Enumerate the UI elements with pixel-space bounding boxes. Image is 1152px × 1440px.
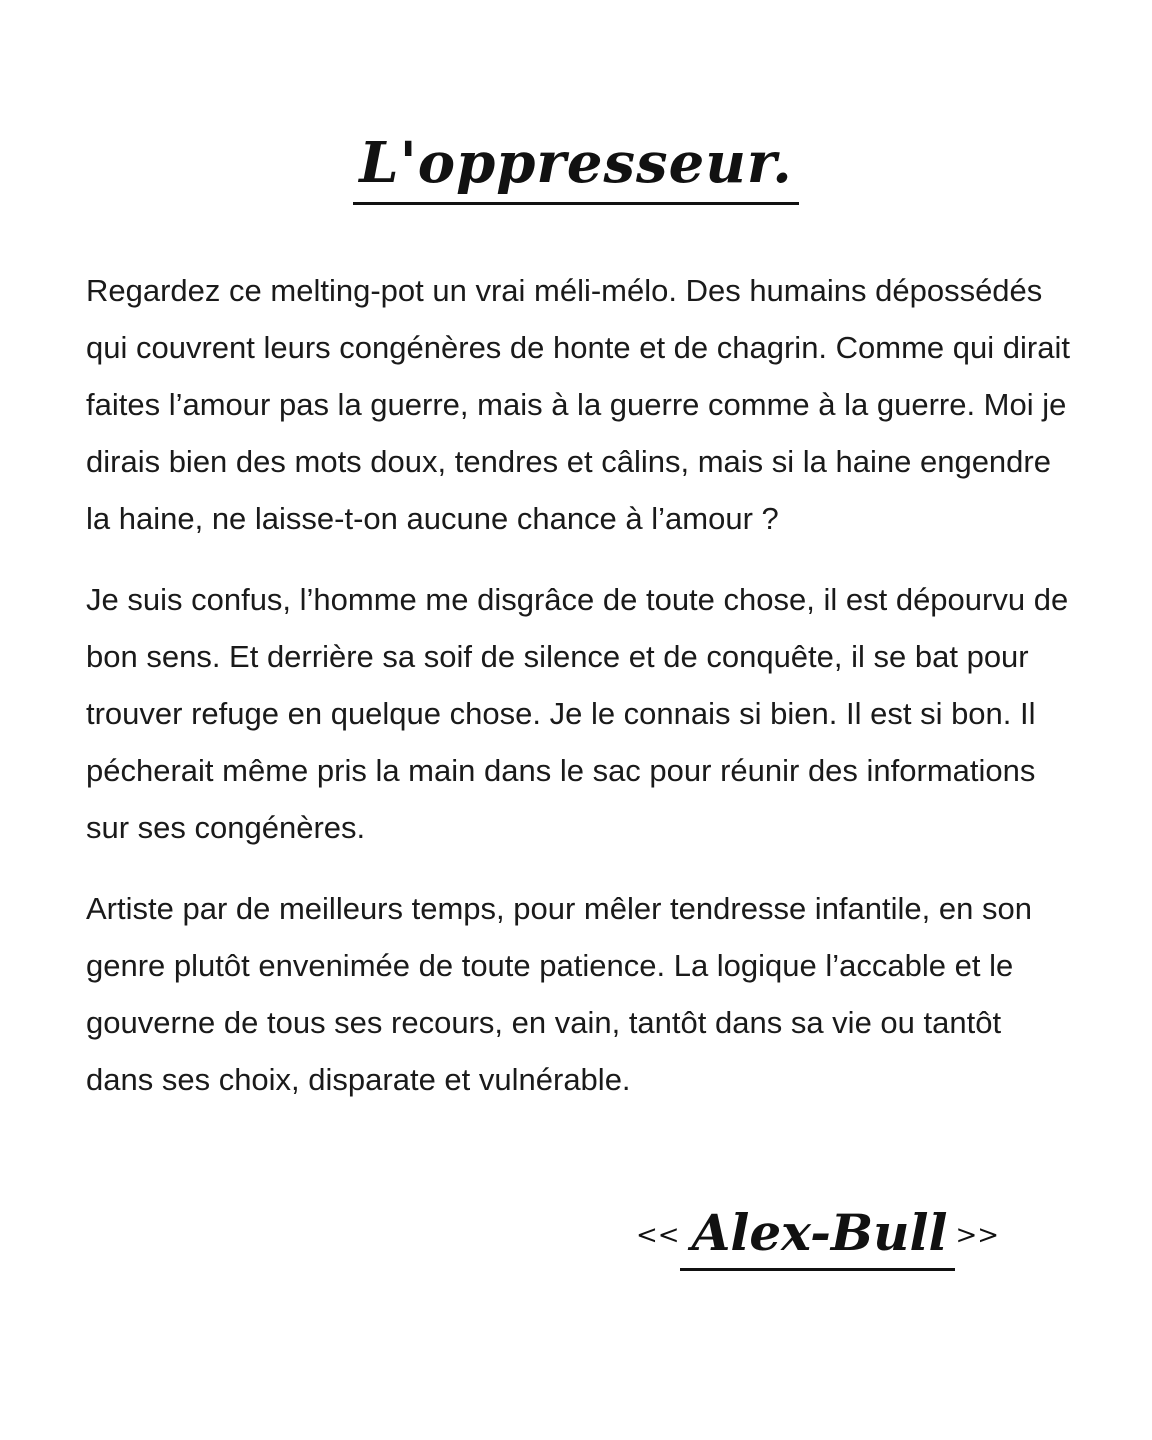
document-title: [0, 128, 1152, 205]
paragraph-2: Je suis confus, l’homme me disgrâce de toute chose, il est dépourvu de bon sens. Et derrière sa soif de silence et de conquête, il se bat pour trouver refuge en quelque chose. Je le connais si bien. Il est si bon. Il pécherait même pris la main dans le sac pour réunir des informations sur ses congénères.: [86, 582, 1069, 845]
signature-close-bracket: >>: [955, 1220, 1000, 1251]
paragraph-1: Regardez ce melting-pot un vrai méli-mélo. Des humains dépossédés qui couvrent leurs congénères de honte et de chagrin. Comme qui dirait faites l’amour pas la guerre, mais à la guerre comme à la guerre. Moi je dirais bien des mots doux, tendres et câlins, mais si la haine engendre la haine, ne laisse-t-on aucune chance à l’amour ?: [86, 273, 1070, 536]
signature-open-bracket: <<: [636, 1220, 680, 1251]
title-text: L'oppresseur.: [353, 128, 799, 205]
document-body: [86, 262, 1076, 1132]
paragraph-3: Artiste par de meilleurs temps, pour mêler tendresse infantile, en son genre plutôt envenimée de toute patience. La logique l’accable et le gouverne de tous ses recours, en vain, tantôt dans sa vie ou tantôt dans ses choix, disparate et vulnérable.: [86, 891, 1032, 1097]
signature-name: Alex-Bull: [680, 1200, 956, 1271]
author-signature: [636, 1200, 1096, 1271]
